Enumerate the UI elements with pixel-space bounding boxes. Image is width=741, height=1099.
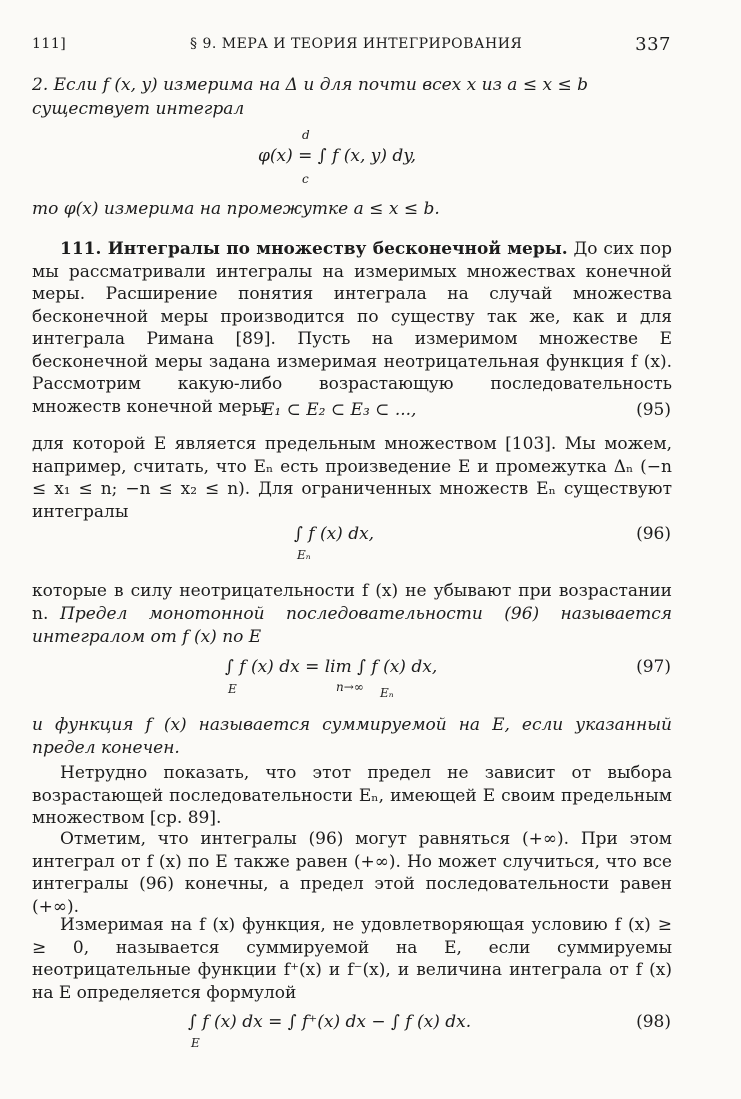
paragraph-monotone: которые в силу неотрицательности f (x) не убывают при возрастании n. xyxy=(32,581,672,624)
header-title: § 9. МЕРА И ТЕОРИЯ ИНТЕГРИРОВАНИЯ xyxy=(190,36,523,52)
formula-97-subscript-lim: n→∞ xyxy=(336,680,364,694)
formula-98-subscript: E xyxy=(191,1036,200,1050)
equation-number-95: (95) xyxy=(636,400,671,420)
statement-line-2: существует интеграл xyxy=(32,99,245,119)
header-section-ref: 111] xyxy=(32,36,67,52)
statement-line-1: 2. Если f (x, y) измерима на Δ и для почти всех x из a ≤ x ≤ b xyxy=(32,75,588,95)
formula-96-subscript: Eₙ xyxy=(297,548,311,562)
formula-phi: φ(x) = ∫ f (x, y) dy, xyxy=(258,146,417,166)
section-text: До сих пор мы рассматривали интегралы на измеримых множествах конечной меры. Расширение понятия интеграла на случай множества бесконечной меры производится по существу так же, как и для интеграла Римана [89]. Пусть на измеримом множестве E бесконечной меры задана измеримая неотрицательная функция f (x). Рассмотрим какую-либо возрастающую последовательность множеств конечной меры xyxy=(32,239,673,417)
paragraph-general-case: Измеримая на f (x) функция, не удовлетворяющая условию f (x) ≥ ≥ 0, называется суммируемой на E, если суммируемы неотрицательные функции f⁺(x) и f⁻(x), и величина интеграла от f (x) на E определяется формулой xyxy=(32,915,672,1003)
formula-96: ∫ f (x) dx, xyxy=(294,524,375,544)
equation-number-98: (98) xyxy=(636,1012,671,1032)
equation-number-96: (96) xyxy=(636,524,671,544)
formula-97-subscript-En: Eₙ xyxy=(380,686,394,700)
formula-97: ∫ f (x) dx = lim ∫ f (x) dx, xyxy=(225,657,438,677)
integral-lower-limit: c xyxy=(302,172,309,186)
integral-upper-limit: d xyxy=(302,128,310,142)
paragraph-infinite-values: Отметим, что интегралы (96) могут равняться (+∞). При этом интеграл от f (x) по E также равен (+∞). Но может случиться, что все интегралы (96) конечны, а предел этой последовательности равен (+∞). xyxy=(32,829,672,917)
section-title: 111. Интегралы по множеству бесконечной меры. xyxy=(60,239,568,259)
paragraph-limit-set: для которой E является предельным множеством [103]. Мы можем, например, считать, что Eₙ есть произведение E и промежутка Δₙ (−n ≤ x₁ ≤ n; −n ≤ x₂ ≤ n). Для ограниченных множеств Eₙ существуют интегралы xyxy=(32,434,672,522)
equation-number-97: (97) xyxy=(636,657,671,677)
definition-summable: и функция f (x) называется суммируемой на E, если указанный предел конечен. xyxy=(32,715,672,758)
page-number: 337 xyxy=(635,34,671,55)
formula-95: E₁ ⊂ E₂ ⊂ E₃ ⊂ ..., xyxy=(262,400,417,420)
section-paragraph xyxy=(32,238,672,418)
formula-98: ∫ f (x) dx = ∫ f⁺(x) dx − ∫ f (x) dx. xyxy=(188,1012,472,1032)
definition-integral: Предел монотонной последовательности (96) называется интегралом от f (x) по E xyxy=(32,604,672,647)
statement-conclusion: то φ(x) измерима на промежутке a ≤ x ≤ b. xyxy=(32,199,440,219)
paragraph-independence: Нетрудно показать, что этот предел не зависит от выбора возрастающей последовательности Eₙ, имеющей E своим предельным множеством [ср. 89]. xyxy=(32,763,672,828)
formula-97-subscript-E: E xyxy=(228,682,237,696)
